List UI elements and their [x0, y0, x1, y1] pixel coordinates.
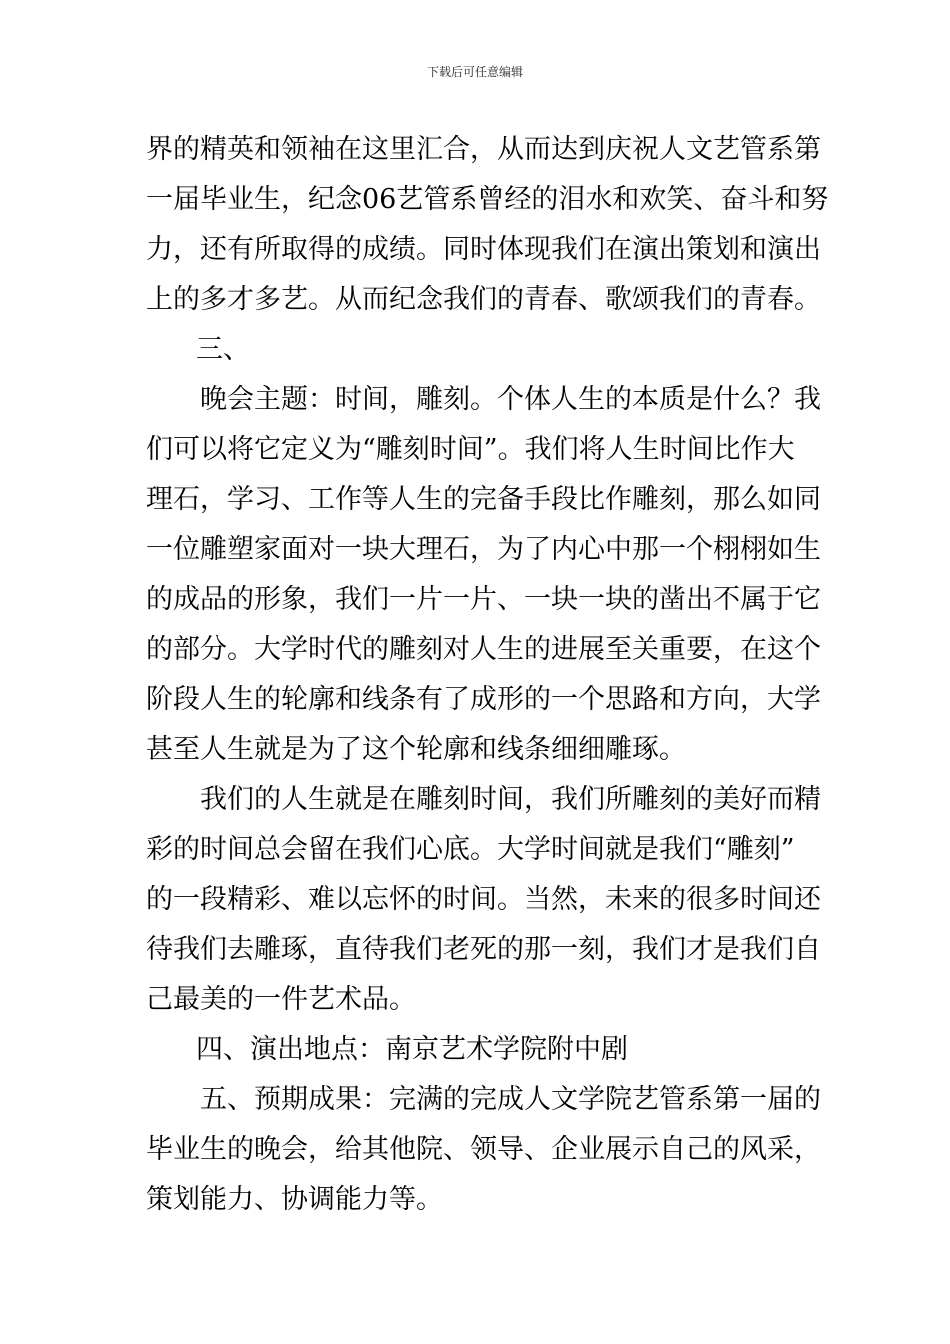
text-line: 的成品的形象，我们一片一片、一块一块的凿出不属于它: [146, 584, 821, 615]
text-line: 的一段精彩、难以忘怀的时间。当然，未来的很多时间还: [146, 884, 821, 915]
text-line: 晚会主题：时间，雕刻。个体人生的本质是什么？我: [200, 384, 821, 415]
section-heading: 三、: [196, 334, 250, 365]
text-line: 界的精英和领袖在这里汇合，从而达到庆祝人文艺管系第: [146, 134, 821, 165]
text-line: 毕业生的晚会，给其他院、领导、企业展示自己的风采，: [146, 1134, 821, 1165]
page-header-note: 下载后可任意编辑: [426, 65, 523, 79]
text-line: 甚至人生就是为了这个轮廓和线条细细雕琢。: [146, 734, 686, 765]
text-line: 阶段人生的轮廓和线条有了成形的一个思路和方向，大学: [146, 684, 821, 715]
text-line: 一届毕业生，纪念06艺管系曾经的泪水和欢笑、奋斗和努: [146, 184, 829, 215]
text-line: 五、预期成果：完满的完成人文学院艺管系第一届的: [200, 1084, 821, 1115]
text-line: 我们的人生就是在雕刻时间，我们所雕刻的美好而精: [200, 784, 821, 815]
text-line: 们可以将它定义为“雕刻时间”。我们将人生时间比作大: [146, 434, 795, 465]
text-line: 一位雕塑家面对一块大理石，为了内心中那一个栩栩如生: [146, 534, 821, 565]
section-heading: 四、演出地点：南京艺术学院附中剧: [196, 1034, 628, 1065]
text-line: 策划能力、协调能力等。: [146, 1184, 443, 1215]
text-line: 力，还有所取得的成绩。同时体现我们在演出策划和演出: [146, 234, 821, 265]
text-line: 的部分。大学时代的雕刻对人生的进展至关重要，在这个: [146, 634, 821, 665]
text-line: 己最美的一件艺术品。: [146, 984, 416, 1015]
text-line: 理石，学习、工作等人生的完备手段比作雕刻，那么如同: [146, 484, 821, 515]
text-line: 待我们去雕琢，直待我们老死的那一刻，我们才是我们自: [146, 934, 821, 965]
text-line: 上的多才多艺。从而纪念我们的青春、歌颂我们的青春。: [146, 284, 821, 315]
text-line: 彩的时间总会留在我们心底。大学时间就是我们“雕刻”: [146, 834, 795, 865]
